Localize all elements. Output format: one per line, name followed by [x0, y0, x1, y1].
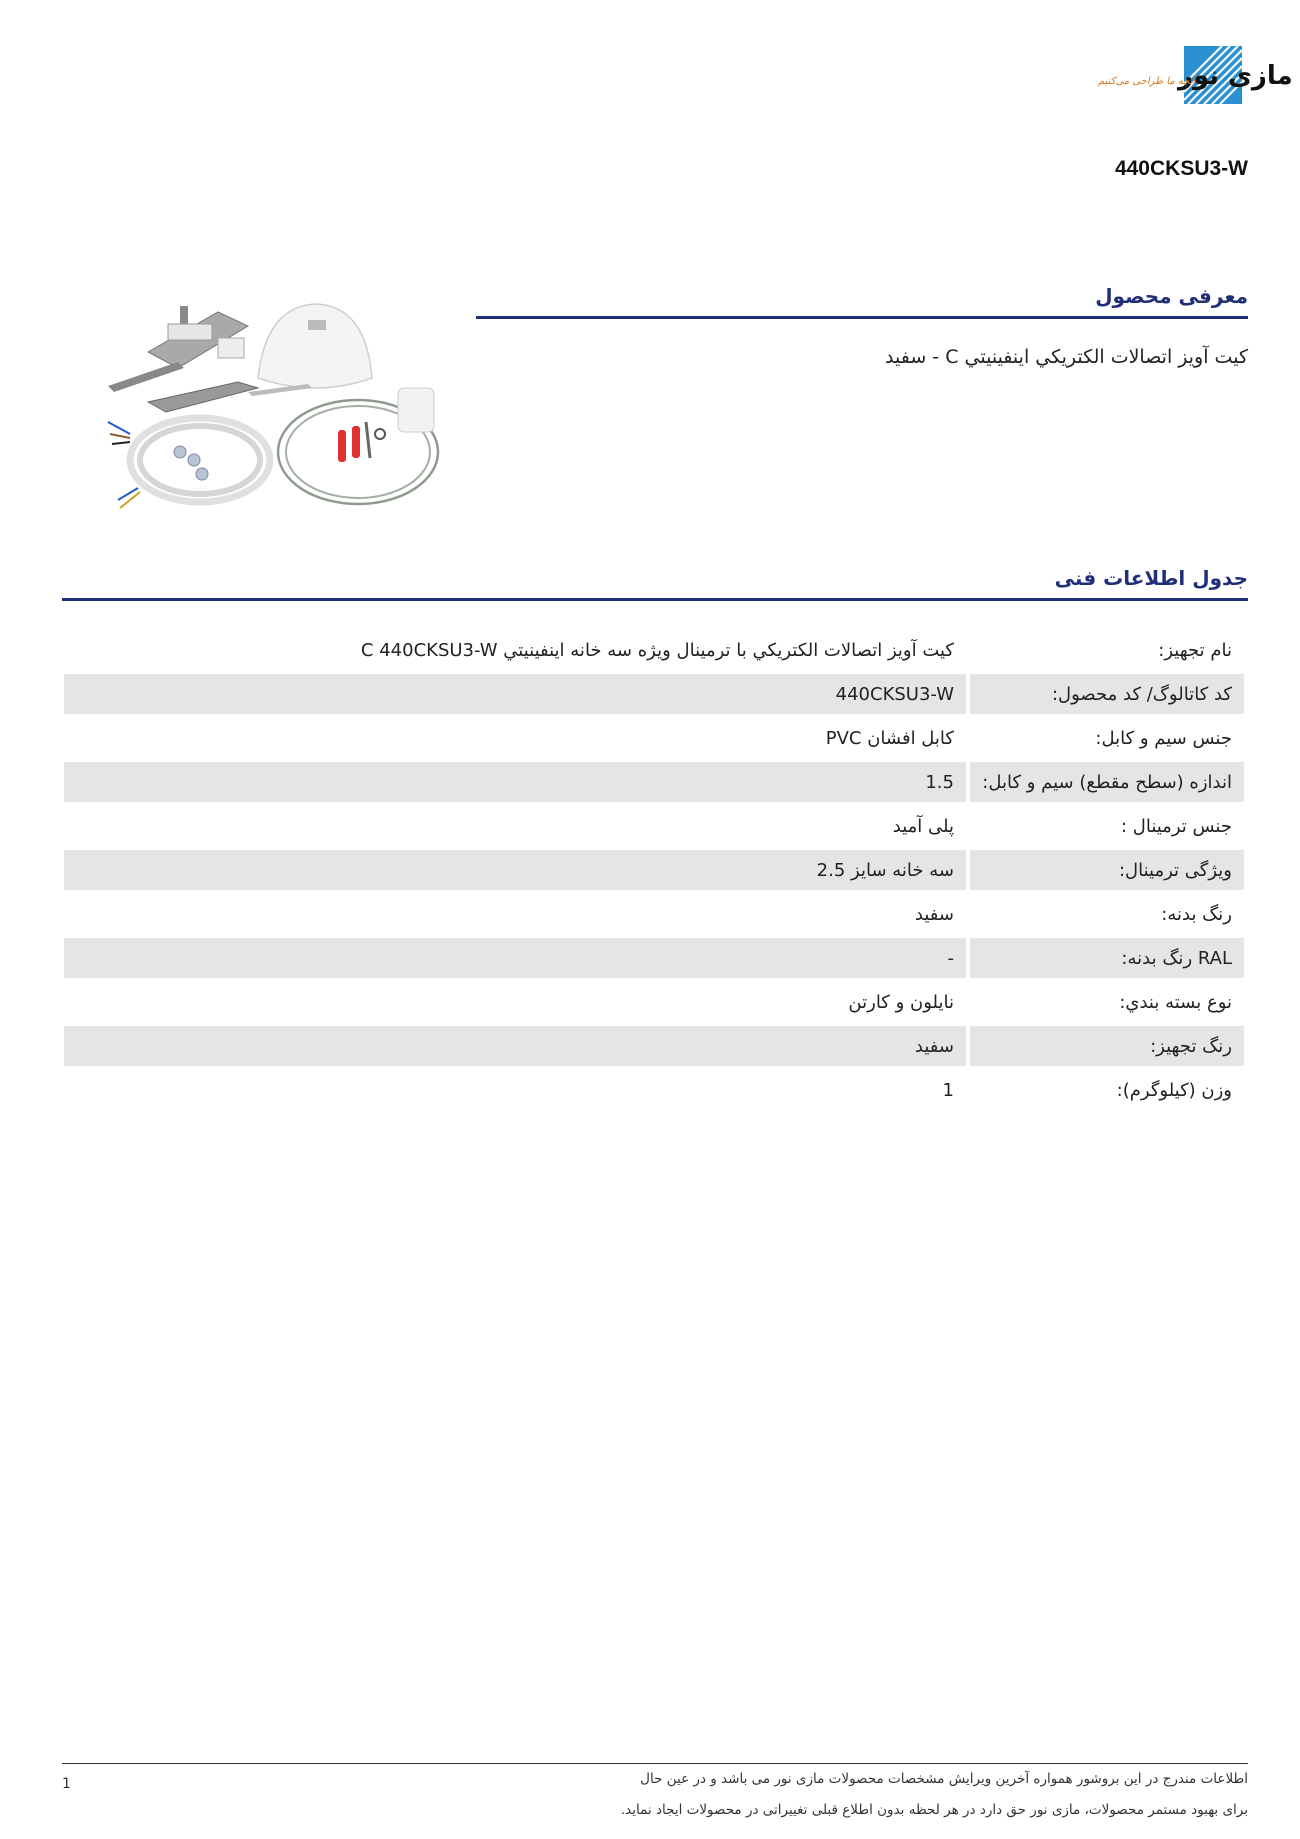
table-row [64, 718, 1244, 758]
section-title-intro: معرفی محصول [1095, 284, 1248, 308]
table-row [64, 674, 1244, 714]
spec-value: 440CKSU3-W [64, 674, 966, 714]
logo-wordmark: مازی نور [1178, 61, 1293, 91]
spec-label: ویژگی ترمینال: [970, 850, 1244, 890]
table-row [64, 1026, 1244, 1066]
table-row [64, 982, 1244, 1022]
brand-logo [1008, 42, 1293, 108]
spec-value: سفید [914, 903, 954, 925]
footer-disclaimer-line-2: برای بهبود مستمر محصولات، مازی نور حق دارد در هر لحظه بدون اطلاع قبلی تغییراتی در محصولات ایجاد نماید. [620, 1802, 1248, 1818]
spec-value: نایلون و کارتن [848, 991, 954, 1013]
footer-divider [62, 1763, 1248, 1764]
spec-label: رنگ بدنه: [1161, 903, 1232, 925]
table-row [64, 894, 1244, 934]
table-row [64, 806, 1244, 846]
spec-table [64, 626, 1244, 1114]
table-row [64, 938, 1244, 978]
spec-label: وزن (کیلوگرم): [1116, 1079, 1232, 1101]
spec-value: پلی آمید [892, 815, 954, 837]
spec-label: کد کاتالوگ/ کد محصول: [970, 674, 1244, 714]
spec-value: کابل افشان PVC [825, 727, 954, 749]
spec-value: 1.5 [64, 762, 966, 802]
spec-value: سفید [64, 1026, 966, 1066]
spec-label: RAL رنگ بدنه: [970, 938, 1244, 978]
logo-tagline: آنچه ما طراحی می‌کنیم [1098, 76, 1196, 87]
product-description: کیت آویز اتصالات الکتریکي اینفینیتي C - سفید [885, 346, 1248, 368]
spec-label: نام تجهیز: [1158, 639, 1232, 661]
section-divider [476, 316, 1248, 319]
footer-disclaimer-line-1: اطلاعات مندرج در این بروشور همواره آخرین ویرایش مشخصات محصولات مازی نور می باشد و در عین حال [640, 1771, 1248, 1787]
spec-label: اندازه (سطح مقطع) سیم و کابل: [970, 762, 1244, 802]
table-row [64, 630, 1244, 670]
product-code: 440CKSU3-W [1114, 157, 1248, 180]
spec-value: - [64, 938, 966, 978]
section-title-specs: جدول اطلاعات فنی [1054, 566, 1248, 590]
spec-value: سه خانه سایز 2.5 [64, 850, 966, 890]
spec-label: نوع بسته بندي: [1119, 991, 1232, 1013]
spec-value: 1 [942, 1079, 954, 1101]
spec-value: کیت آویز اتصالات الکتریکي با ترمینال ویژه سه خانه اینفینیتي C 440CKSU3-W [360, 639, 954, 661]
product-image [108, 292, 448, 524]
spec-label: رنگ تجهیز: [970, 1026, 1244, 1066]
table-row [64, 850, 1244, 890]
spec-label: جنس سیم و کابل: [1095, 727, 1232, 749]
table-row [64, 762, 1244, 802]
spec-label: جنس ترمینال : [1120, 815, 1232, 837]
section-divider [62, 598, 1248, 601]
table-row [64, 1070, 1244, 1110]
page-number: 1 [62, 1776, 71, 1792]
